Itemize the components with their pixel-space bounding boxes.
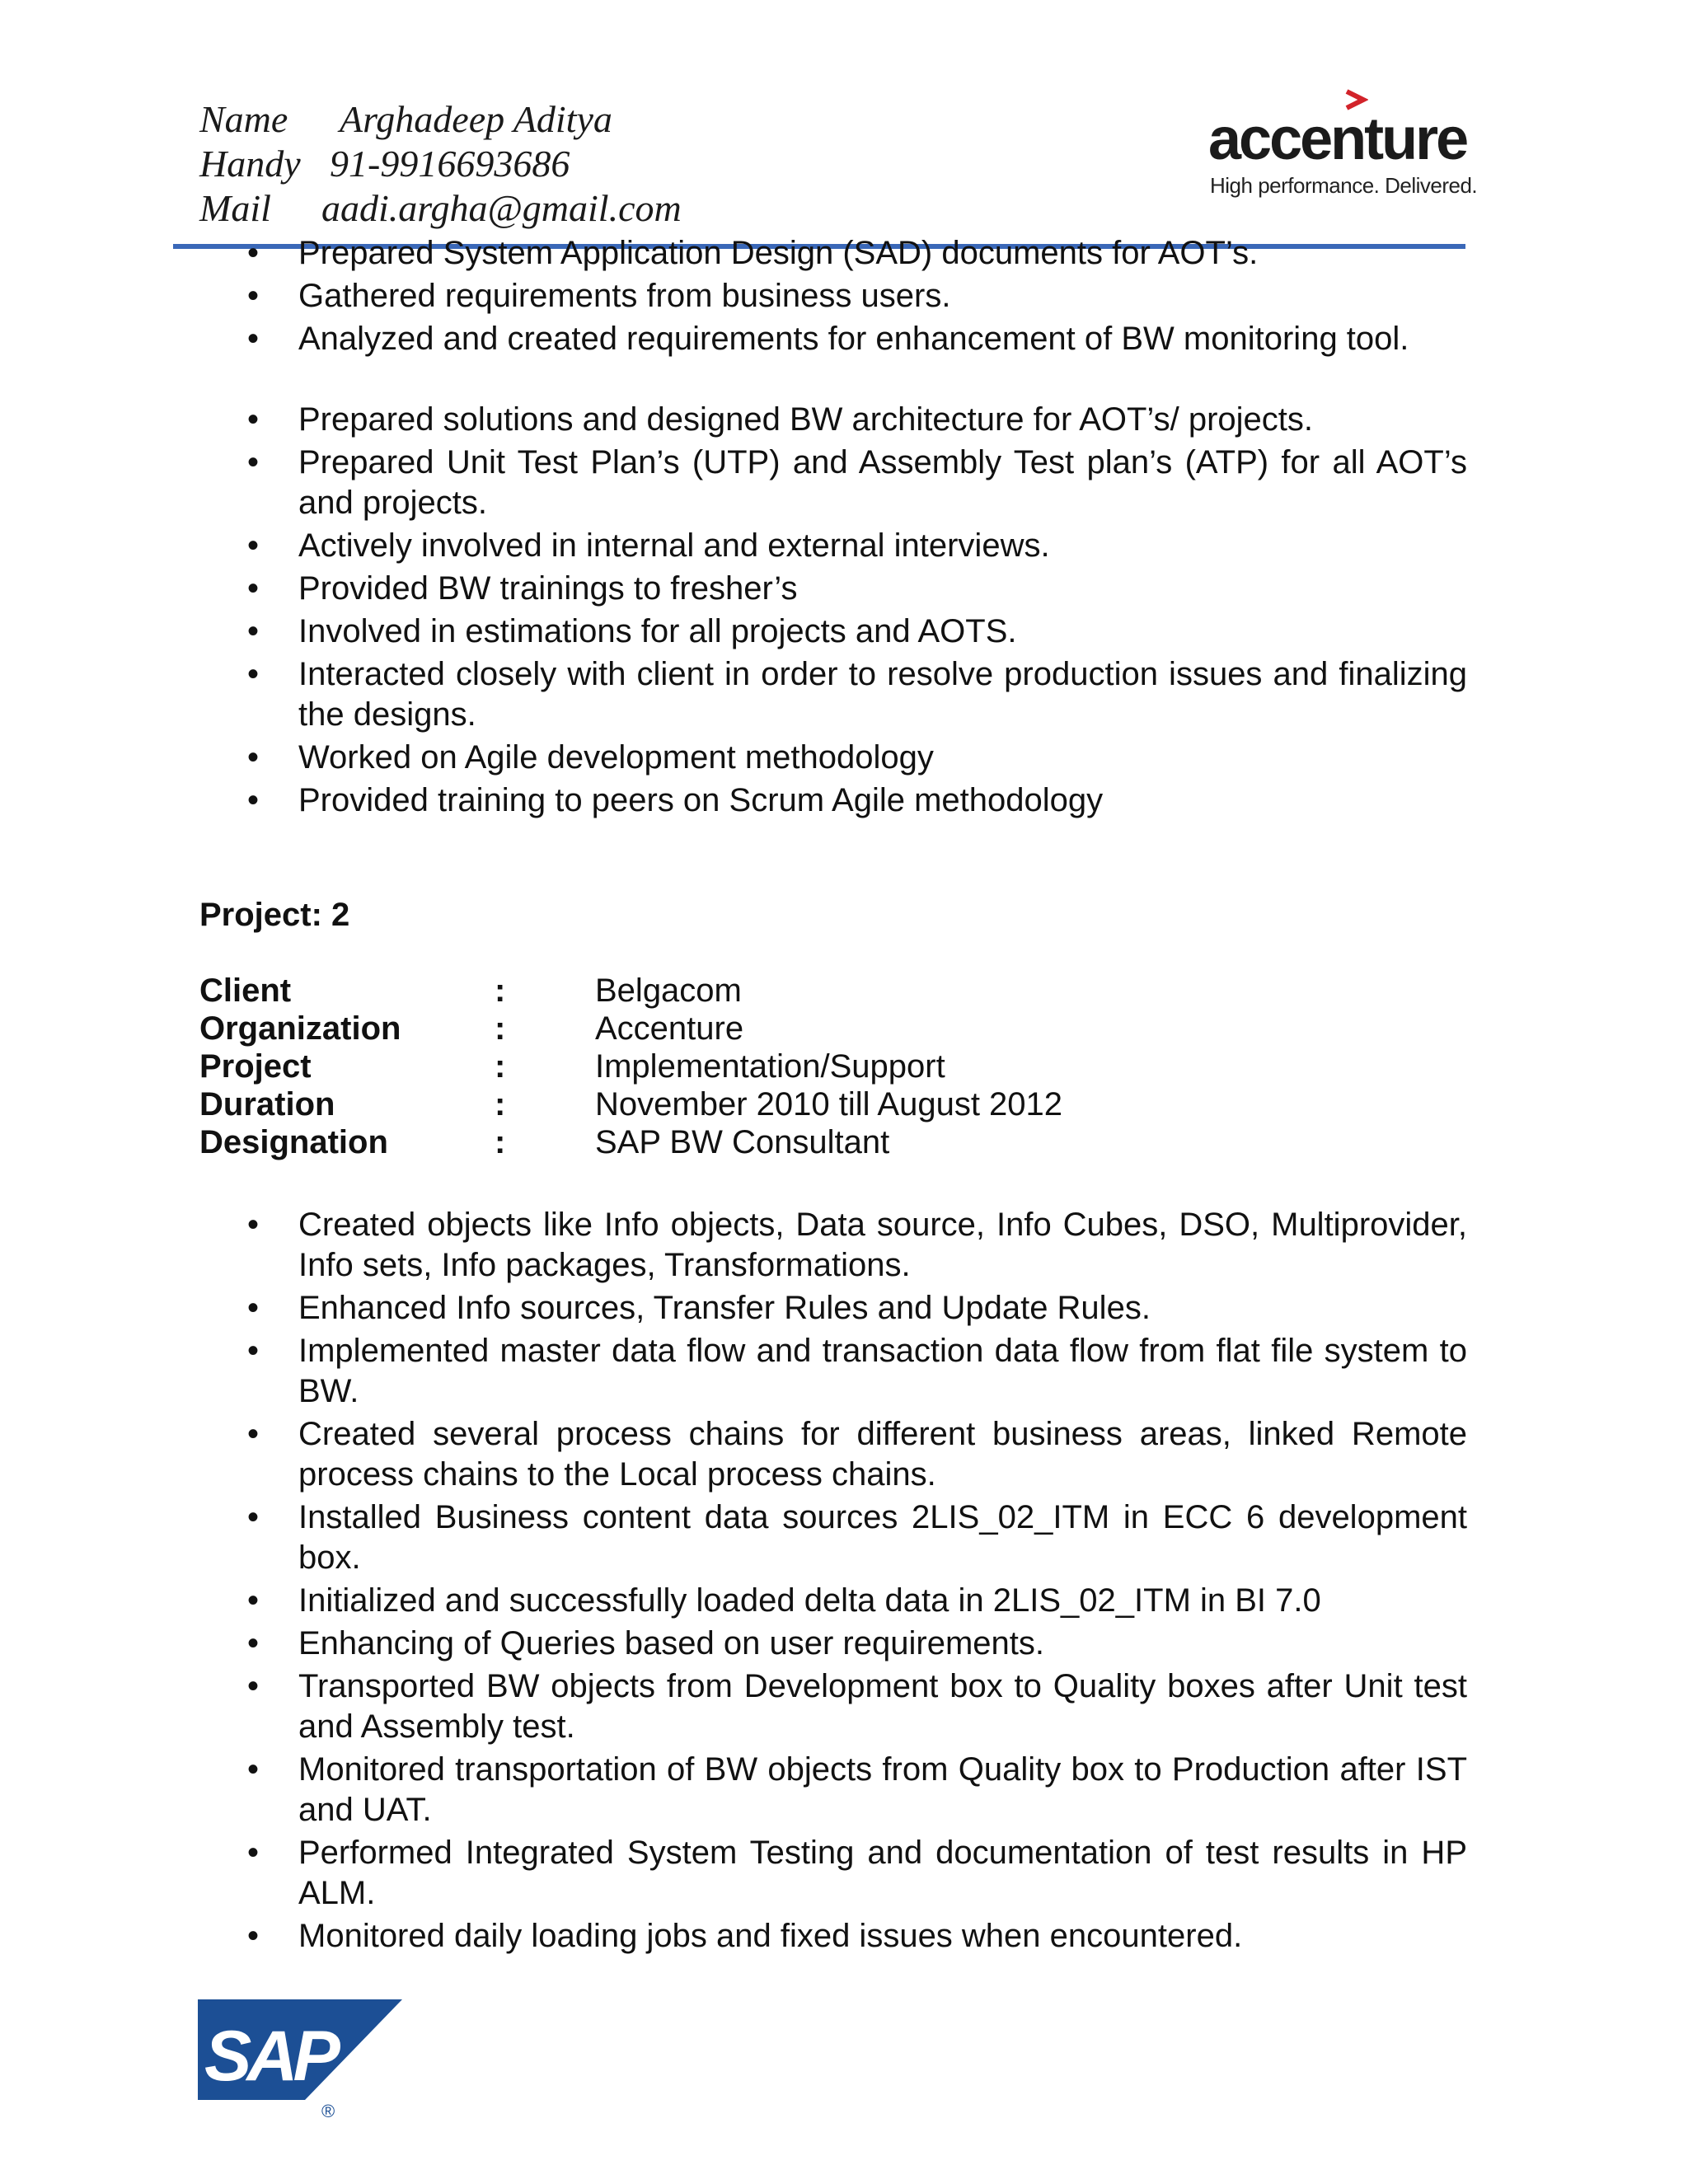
accenture-logo bbox=[1203, 89, 1478, 204]
detail-value: Belgacom bbox=[595, 972, 742, 1009]
name-row bbox=[199, 97, 682, 142]
sap-logo bbox=[198, 1999, 404, 2123]
detail-label: Duration bbox=[199, 1086, 335, 1122]
mail-row bbox=[199, 186, 682, 231]
list-item: • Created several process chains for different business areas, linked Remote process chains to the Local process chains. bbox=[199, 1414, 1467, 1495]
list-item: • Monitored transportation of BW objects from Quality box to Production after IST and UAT. bbox=[199, 1750, 1467, 1830]
list-item: • Enhancing of Queries based on user requirements. bbox=[199, 1624, 1467, 1664]
list-item: • Initialized and successfully loaded delta data in 2LIS_02_ITM in BI 7.0 bbox=[199, 1581, 1467, 1621]
name-value: Arghadeep Aditya bbox=[340, 98, 612, 140]
detail-label: Organization bbox=[199, 1010, 401, 1047]
project2-tasks-list bbox=[199, 1205, 1467, 1959]
list-item: • Involved in estimations for all projects and AOTS. bbox=[199, 612, 1467, 652]
list-item: • Analyzed and created requirements for enhancement of BW monitoring tool. bbox=[199, 319, 1467, 359]
mail-value: aadi.argha@gmail.com bbox=[321, 187, 682, 229]
project-title: Project: 2 bbox=[199, 897, 350, 933]
detail-separator: : bbox=[495, 1124, 506, 1160]
detail-separator: : bbox=[495, 1086, 506, 1122]
list-item: • Implemented master data flow and transaction data flow from flat file system to BW. bbox=[199, 1331, 1467, 1412]
list-item: • Performed Integrated System Testing and documentation of test results in HP ALM. bbox=[199, 1833, 1467, 1914]
accenture-tagline: High performance. Delivered. bbox=[1210, 173, 1478, 198]
handy-value: 91-9916693686 bbox=[330, 143, 570, 185]
list-item: • Installed Business content data sources 2LIS_02_ITM in ECC 6 development box. bbox=[199, 1497, 1467, 1578]
list-item: • Monitored daily loading jobs and fixed issues when encountered. bbox=[199, 1916, 1467, 1957]
registered-mark: ® bbox=[321, 2101, 335, 2121]
detail-separator: : bbox=[495, 1048, 506, 1085]
detail-separator: : bbox=[495, 1010, 506, 1047]
mail-label: Mail bbox=[199, 187, 271, 229]
detail-value: Accenture bbox=[595, 1010, 744, 1047]
handy-label: Handy bbox=[199, 143, 301, 185]
detail-value: SAP BW Consultant bbox=[595, 1124, 890, 1160]
detail-value: November 2010 till August 2012 bbox=[595, 1086, 1063, 1122]
list-item: • Enhanced Info sources, Transfer Rules and Update Rules. bbox=[199, 1288, 1467, 1329]
list-item: • Prepared System Application Design (SAD) documents for AOT’s. bbox=[199, 233, 1467, 274]
list-item: • Provided training to peers on Scrum Agile methodology bbox=[199, 780, 1467, 821]
list-item: • Actively involved in internal and external interviews. bbox=[199, 526, 1467, 566]
list-item: • Prepared Unit Test Plan’s (UTP) and Assembly Test plan’s (ATP) for all AOT’s and projects. bbox=[199, 443, 1467, 523]
detail-label: Project bbox=[199, 1048, 312, 1085]
contact-block bbox=[199, 97, 682, 231]
list-item: • Provided BW trainings to fresher’s bbox=[199, 569, 1467, 609]
accenture-wordmark: accenture bbox=[1208, 106, 1467, 172]
detail-value: Implementation/Support bbox=[595, 1048, 945, 1085]
list-item: • Gathered requirements from business users. bbox=[199, 276, 1467, 316]
detail-separator: : bbox=[495, 972, 506, 1009]
list-item: • Created objects like Info objects, Data source, Info Cubes, DSO, Multiprovider, Info sets, Info packages, Transformations. bbox=[199, 1205, 1467, 1286]
sap-logo-text: SAP bbox=[204, 2017, 335, 2096]
list-item: • Transported BW objects from Development box to Quality boxes after Unit test and Assembly test. bbox=[199, 1666, 1467, 1747]
name-label: Name bbox=[199, 98, 288, 140]
list-item: • Interacted closely with client in order to resolve production issues and finalizing the designs. bbox=[199, 654, 1467, 735]
detail-label: Client bbox=[199, 972, 292, 1009]
responsibilities-list-a bbox=[199, 233, 1467, 362]
list-item: • Prepared solutions and designed BW architecture for AOT’s/ projects. bbox=[199, 400, 1467, 440]
responsibilities-list-b bbox=[199, 400, 1467, 823]
list-item: • Worked on Agile development methodology bbox=[199, 738, 1467, 778]
detail-label: Designation bbox=[199, 1124, 388, 1160]
handy-row bbox=[199, 142, 682, 186]
